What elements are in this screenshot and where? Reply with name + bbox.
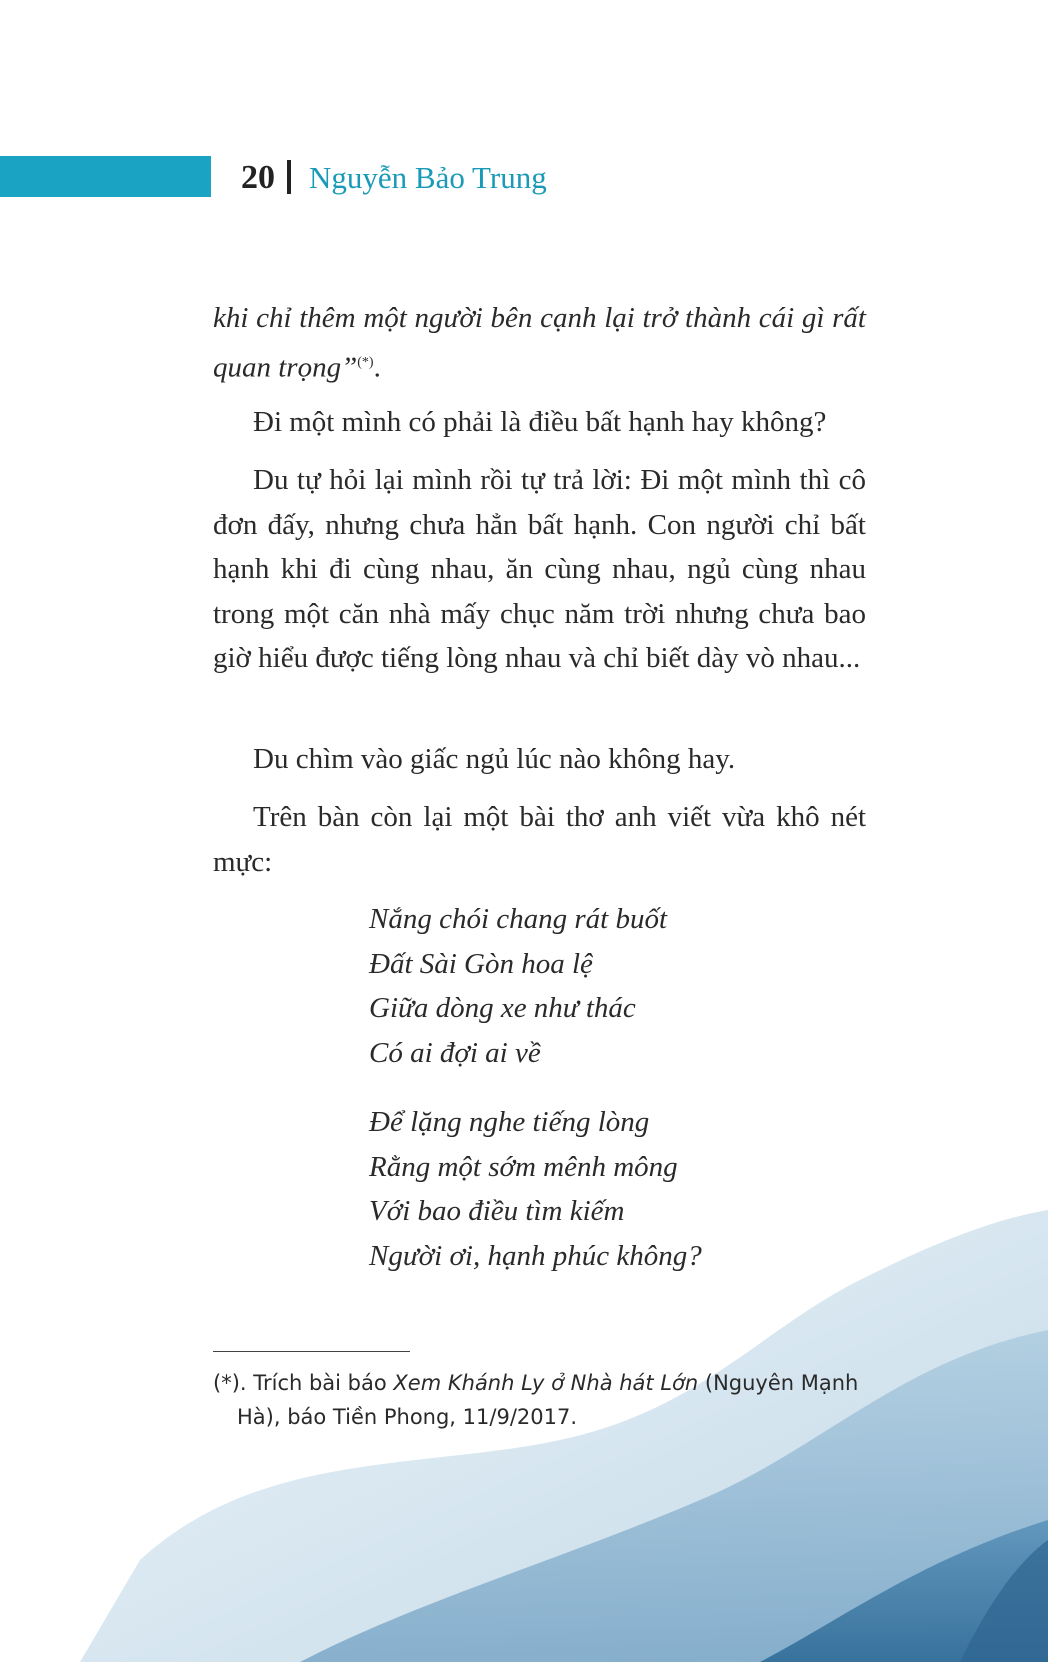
- quote-text: khi chỉ thêm một người bên cạnh lại trở thành cái gì rất quan trọng”: [213, 302, 866, 384]
- paragraph-poem-intro: Trên bàn còn lại một bài thơ anh viết vừa khô nét mực:: [213, 801, 866, 878]
- header-accent-bar: [0, 156, 211, 197]
- poem-line: Người ơi, hạnh phúc không?: [369, 1239, 702, 1272]
- page-number: 20: [241, 159, 275, 196]
- poem-line: Nắng chói chang rát buốt: [369, 903, 668, 935]
- poem-stanza-1: [369, 897, 667, 1075]
- poem-line: Với bao điều tìm kiếm: [369, 1195, 625, 1227]
- poem-line: Đất Sài Gòn hoa lệ: [369, 947, 593, 980]
- paragraph-question: Đi một mình có phải là điều bất hạnh hay không?: [253, 406, 827, 438]
- footnote-divider: [213, 1351, 410, 1352]
- paragraph-sleep: Du chìm vào giấc ngủ lúc nào không hay.: [253, 743, 736, 775]
- poem-line: Để lặng nghe tiếng lòng: [369, 1106, 650, 1138]
- header-separator: [287, 160, 291, 194]
- footnote-prefix: (*). Trích bài báo: [213, 1371, 394, 1395]
- poem-line: Giữa dòng xe như thác: [369, 992, 636, 1024]
- quote-end: .: [373, 351, 381, 384]
- poem-line: Có ai đợi ai về: [369, 1036, 541, 1069]
- paragraph-reflection: Du tự hỏi lại mình rồi tự trả lời: Đi một mình thì cô đơn đấy, nhưng chưa hẳn bất hạnh. Con người chỉ bất hạnh khi đi cùng nhau, ăn cùng nhau, ngủ cùng nhau trong một căn nhà mấy chục năm trời nhưng chưa bao giờ hiểu được tiếng lòng nhau và chỉ biết dày vò nhau...: [213, 464, 866, 674]
- poem-line: Rằng một sớm mênh mông: [369, 1150, 678, 1183]
- footnote: [213, 1366, 866, 1434]
- footnote-suffix: (Nguyên Mạnh Hà), báo Tiền Phong, 11/9/2017.: [237, 1371, 859, 1429]
- paragraph-quote: [213, 296, 866, 390]
- footnote-article-title: Xem Khánh Ly ở Nhà hát Lớn: [393, 1371, 699, 1395]
- author-name: Nguyễn Bảo Trung: [309, 160, 547, 195]
- poem-stanza-2: [369, 1100, 702, 1278]
- footnote-marker: (*): [357, 354, 374, 370]
